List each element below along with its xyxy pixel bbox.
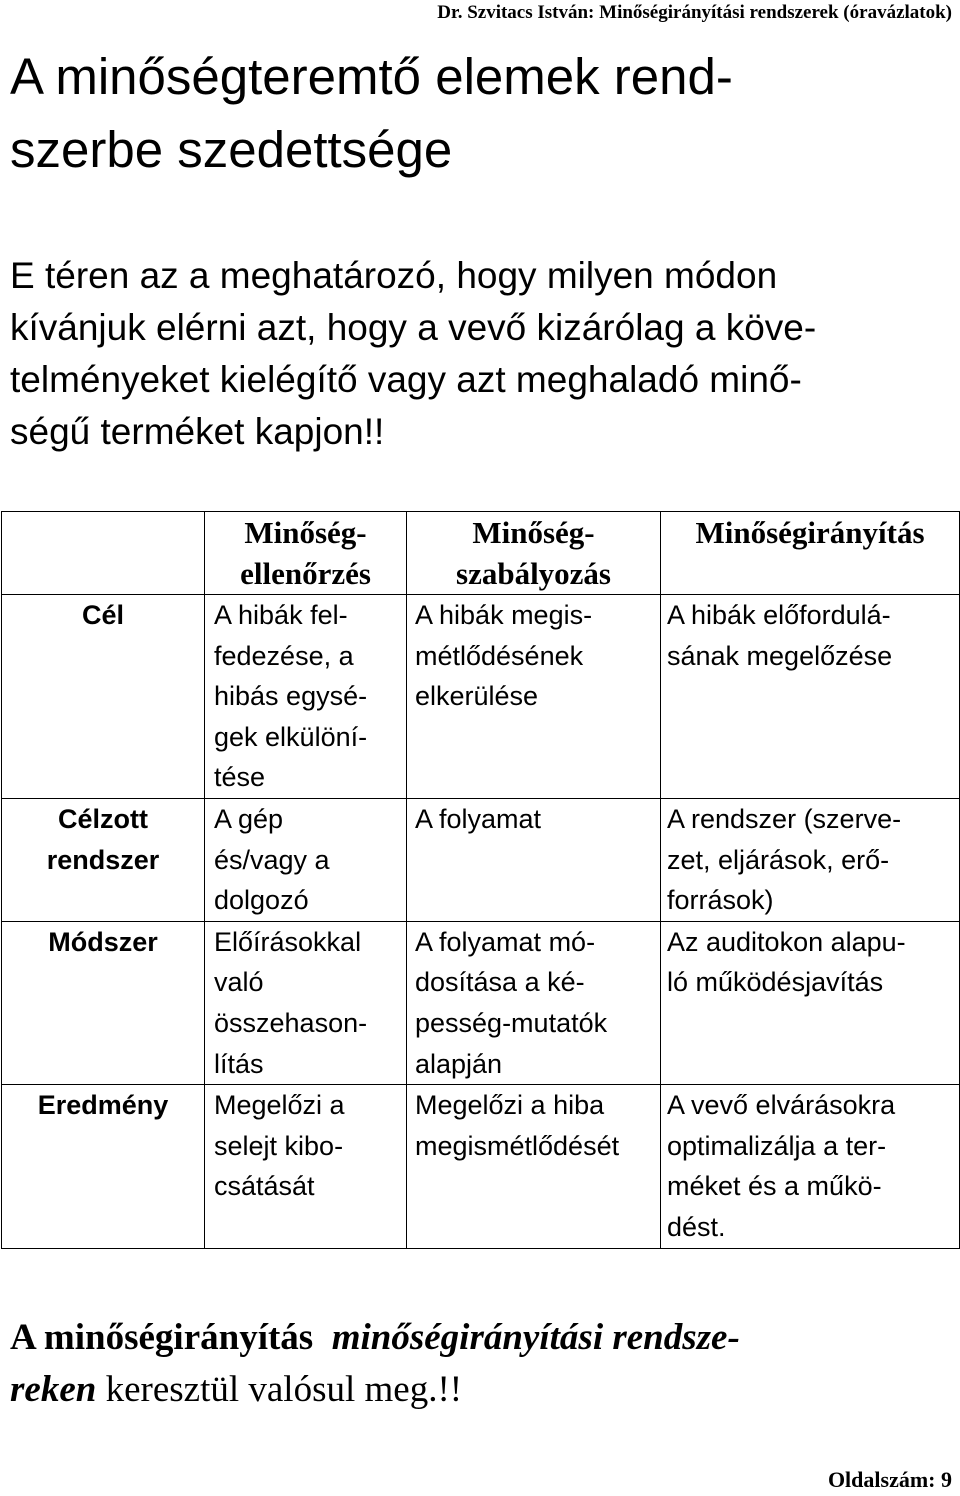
conclusion-term: A minőségirányítás [10, 1317, 314, 1358]
cell-line: Célzott [58, 803, 148, 834]
cell-line: ló működésjavítás [667, 967, 884, 998]
table-cell [205, 595, 407, 799]
cell-line: méket és a műkö- [667, 1171, 882, 1202]
cell-line: rendszer [46, 844, 160, 875]
page-title-line: A minőségteremtő elemek rend- [10, 48, 733, 105]
cell-line: összehason- [214, 1007, 368, 1038]
cell-line: métlődésének [415, 640, 584, 671]
cell-line: A rendszer (szerve- [667, 803, 902, 834]
row-header [2, 1085, 205, 1248]
cell-line: Minőségirányítás [695, 515, 925, 550]
table-cell [661, 1085, 960, 1248]
cell-line: optimalizálja a ter- [667, 1130, 887, 1161]
table-cell [661, 595, 960, 799]
cell-line: szabályozás [456, 556, 611, 591]
cell-line: Előírásokkal [214, 926, 362, 957]
cell-line: Megelőzi a hiba [415, 1090, 605, 1121]
row-header [2, 595, 205, 799]
intro-paragraph [10, 250, 950, 458]
cell-line: források) [667, 885, 774, 916]
table-cell [661, 798, 960, 921]
cell-line: sának megelőzése [667, 640, 893, 671]
cell-line: hibás egysé- [214, 681, 368, 712]
page-number: Oldalszám: 9 [827, 1467, 952, 1492]
table-cell [407, 921, 661, 1084]
cell-line: Az auditokon alapu- [667, 926, 906, 957]
row-header [2, 921, 205, 1084]
cell-line: Megelőzi a [214, 1090, 345, 1121]
intro-line: telményeket kielégítő vagy azt meghaladó minő- [10, 359, 802, 400]
cell-line: selejt kibo- [214, 1130, 344, 1161]
cell-line: elkerülése [415, 681, 539, 712]
cell-line: Cél [81, 600, 125, 630]
cell-line: dést. [667, 1211, 726, 1242]
cell-line: csátását [214, 1171, 315, 1202]
table-row [2, 595, 960, 799]
cell-line: lítás [214, 1048, 264, 1079]
table-cell [407, 1085, 661, 1248]
table-header-row [2, 512, 960, 595]
table-cell [205, 1085, 407, 1248]
column-header [205, 512, 407, 595]
conclusion-emphasis: minőségirányítási rendsze- [331, 1317, 740, 1358]
table-row [2, 1085, 960, 1248]
cell-line: Módszer [48, 926, 158, 957]
cell-line: Minőség- [244, 515, 367, 550]
conclusion-line [10, 1312, 955, 1364]
cell-line: zet, eljárások, erő- [667, 844, 890, 875]
conclusion-text: keresztül valósul meg.!! [105, 1369, 463, 1410]
intro-line: E téren az a meghatározó, hogy milyen módon [10, 255, 778, 296]
cell-line: alapján [415, 1048, 503, 1079]
cell-line: Eredmény [37, 1090, 169, 1121]
table-corner-cell [2, 512, 205, 595]
table-cell [407, 595, 661, 799]
table-row [2, 798, 960, 921]
column-header [407, 512, 661, 595]
cell-line: való [214, 967, 264, 998]
intro-line: kívánjuk elérni azt, hogy a vevő kizárólag a köve- [10, 307, 817, 348]
cell-line: A vevő elvárásokra [667, 1090, 896, 1121]
intro-line: ségű terméket kapjon!! [10, 411, 385, 452]
table-cell [407, 798, 661, 921]
cell-line: A folyamat mó- [415, 926, 596, 957]
running-header: Dr. Szvitacs István: Minőségirányítási rendszerek (óravázlatok) [437, 2, 952, 23]
cell-line: dosítása a ké- [415, 967, 585, 998]
table-cell [661, 921, 960, 1084]
cell-line: Minőség- [472, 515, 595, 550]
quality-comparison-table [1, 511, 960, 1249]
cell-line: megismétlődését [415, 1130, 620, 1161]
conclusion-emphasis: reken [10, 1369, 97, 1410]
column-header [661, 512, 960, 595]
cell-line: fedezése, a [214, 640, 354, 671]
page-title [10, 40, 950, 186]
row-header [2, 798, 205, 921]
page-title-line: szerbe szedettsége [10, 121, 453, 178]
cell-line: pesség-mutatók [415, 1007, 608, 1038]
cell-line: gek elkülöní- [214, 721, 368, 752]
table-row [2, 921, 960, 1084]
cell-line: A gép [214, 803, 284, 834]
cell-line: ellenőrzés [240, 556, 371, 591]
cell-line: tése [214, 762, 266, 793]
cell-line: A hibák előfordulá- [667, 600, 891, 630]
conclusion-line [10, 1364, 955, 1416]
table-cell [205, 798, 407, 921]
cell-line: dolgozó [214, 885, 309, 916]
cell-line: A hibák fel- [214, 600, 348, 630]
cell-line: A hibák megis- [415, 600, 593, 630]
table-cell [205, 921, 407, 1084]
cell-line: A folyamat [415, 803, 542, 834]
cell-line: és/vagy a [214, 844, 330, 875]
conclusion-paragraph [10, 1312, 955, 1416]
